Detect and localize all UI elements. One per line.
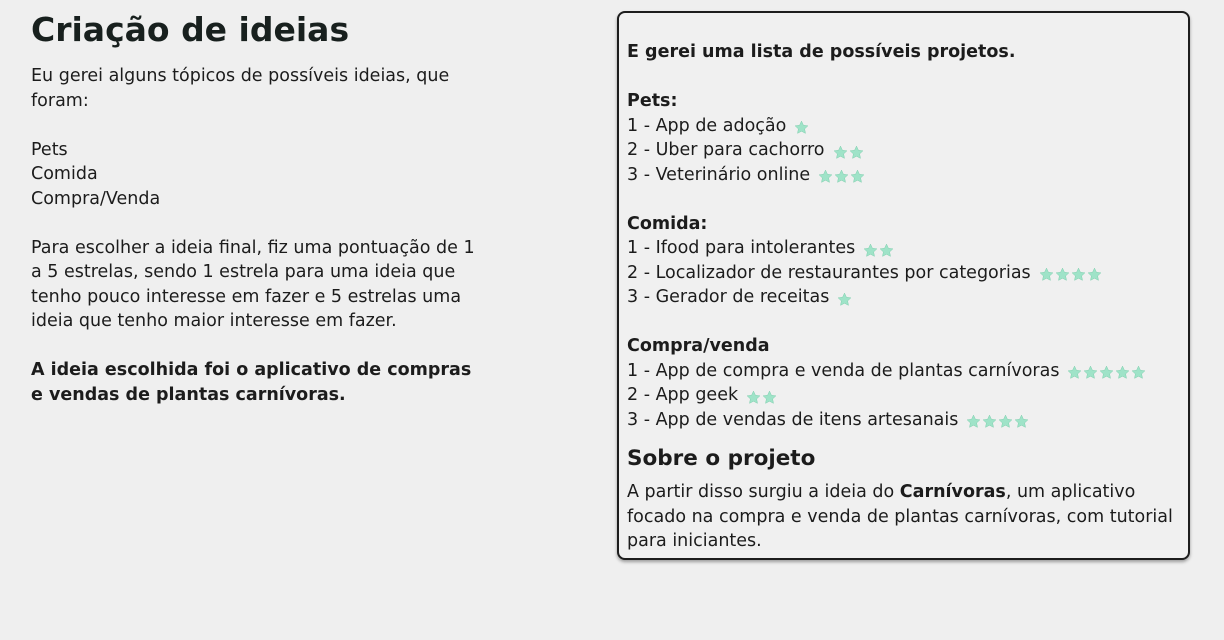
star-icon <box>834 169 849 184</box>
star-icon <box>966 414 981 429</box>
project-item <box>627 163 1188 188</box>
app-name: Carnívoras <box>899 482 1006 502</box>
spacer <box>31 113 481 138</box>
project-label: 2 - App geek <box>627 385 739 405</box>
spacer <box>31 211 481 236</box>
left-column <box>31 8 481 407</box>
star-icon <box>1014 414 1029 429</box>
star-icon <box>1087 267 1102 282</box>
star-rating <box>837 290 852 305</box>
star-icon <box>837 292 852 307</box>
project-item <box>627 261 1188 286</box>
group-title: Compra/venda <box>627 336 770 356</box>
star-icon <box>850 169 865 184</box>
star-icon <box>1071 267 1086 282</box>
project-item <box>627 285 1188 310</box>
group-title: Comida: <box>627 213 708 234</box>
topic-item: Comida <box>31 164 98 184</box>
project-item <box>627 236 1188 261</box>
star-icon <box>794 120 809 135</box>
star-icon <box>1099 365 1114 380</box>
star-rating <box>818 167 865 182</box>
about-text-end: , um aplicativo focado na compra e venda de plantas carnívoras, com tutorial para iniciantes. <box>627 482 1173 551</box>
spacer <box>31 334 481 359</box>
star-icon <box>879 243 894 258</box>
star-rating <box>966 412 1029 427</box>
about-heading: Sobre o projeto <box>627 446 816 471</box>
star-icon <box>1055 267 1070 282</box>
star-icon <box>982 414 997 429</box>
star-icon <box>1039 267 1054 282</box>
chosen-idea-text: A ideia escolhida foi o aplicativo de compras e vendas de plantas carnívoras. <box>31 360 472 405</box>
star-icon <box>1131 365 1146 380</box>
project-item <box>627 114 1188 139</box>
star-icon <box>1067 365 1082 380</box>
star-rating <box>1067 363 1146 378</box>
star-icon <box>762 390 777 405</box>
topic-item: Compra/Venda <box>31 188 161 209</box>
star-icon <box>1083 365 1098 380</box>
star-icon <box>1115 365 1130 380</box>
project-item <box>627 408 1188 433</box>
star-rating <box>794 118 809 133</box>
scoring-text: Para escolher a ideia final, fiz uma pontuação de 1 a 5 estrelas, sendo 1 estrela para uma ideia que tenho pouco interesse em fazer e 5 estrelas uma ideia que tenho maior interesse em fazer. <box>31 237 475 331</box>
spacer <box>627 310 1188 335</box>
group-comida <box>627 212 1188 310</box>
project-item <box>627 383 1188 408</box>
star-icon <box>833 145 848 160</box>
project-label: 2 - Localizador de restaurantes por categorias <box>627 262 1031 283</box>
star-icon <box>849 145 864 160</box>
group-title: Pets: <box>627 91 678 111</box>
star-icon <box>863 243 878 258</box>
star-icon <box>998 414 1013 429</box>
project-label: 2 - Uber para cachorro <box>627 140 825 160</box>
topic-item: Pets <box>31 139 68 160</box>
card-intro: E gerei uma lista de possíveis projetos. <box>627 42 1016 62</box>
project-label: 1 - App de adoção <box>627 115 787 136</box>
projects-card <box>617 11 1190 560</box>
star-rating <box>863 241 894 256</box>
group-pets <box>627 89 1188 187</box>
group-compra-venda <box>627 334 1188 432</box>
page-title: Criação de ideias <box>31 10 350 49</box>
star-icon <box>818 169 833 184</box>
about-text-start: A partir disso surgiu a ideia do <box>627 482 900 502</box>
project-label: 1 - Ifood para intolerantes <box>627 238 856 258</box>
star-rating <box>746 388 777 403</box>
spacer <box>627 65 1188 90</box>
star-rating <box>833 143 864 158</box>
project-label: 1 - App de compra e venda de plantas carnívoras <box>627 360 1060 381</box>
spacer <box>627 187 1188 212</box>
about-text <box>627 480 1182 554</box>
intro-text: Eu gerei alguns tópicos de possíveis ideias, que foram: <box>31 66 450 111</box>
star-icon <box>746 390 761 405</box>
project-item <box>627 138 1188 163</box>
star-rating <box>1039 265 1102 280</box>
project-label: 3 - App de vendas de itens artesanais <box>627 409 959 430</box>
project-label: 3 - Veterinário online <box>627 164 811 185</box>
project-label: 3 - Gerador de receitas <box>627 287 830 307</box>
project-item <box>627 359 1188 384</box>
